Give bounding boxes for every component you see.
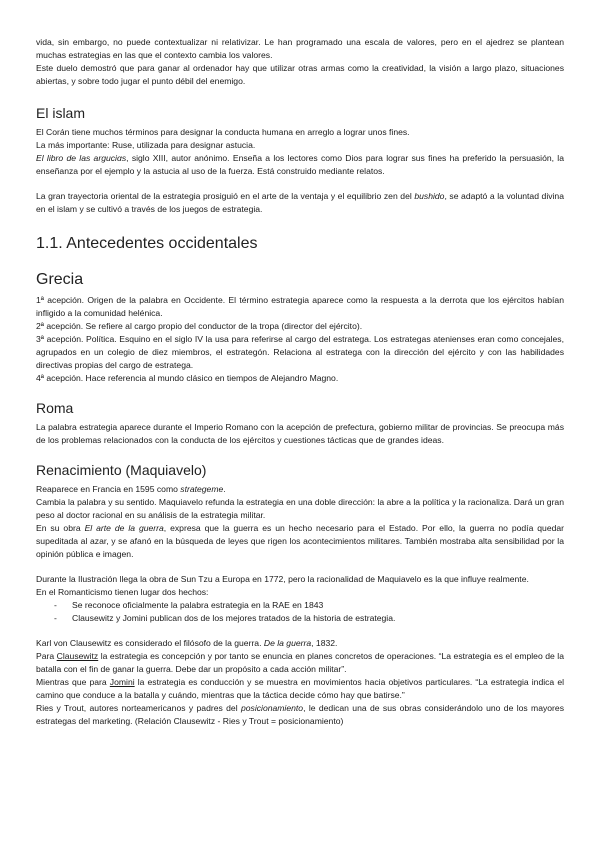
ren-p9-b: , le dedican una de sus obras considerándolo uno de los mayores estrategas del marketing. (Relación Clausewitz - Ries y Trout = posicionamiento): [36, 703, 564, 726]
section-title-islam: El islam: [36, 105, 86, 121]
renacimiento-paragraph-1: [36, 483, 564, 496]
grecia-acepcion-1: 1ª acepción. Origen de la palabra en Occidente. El término estrategia aparece como la respuesta a la derrota que los ejércitos habían infligido a la comunidad helénica.: [36, 295, 564, 318]
section-title-renacimiento: Renacimiento (Maquiavelo): [36, 462, 207, 478]
roma-paragraph-1: La palabra estrategia aparece durante el Imperio Romano con la acepción de prefectura, gobierno militar de provincias. Se preocupa más de los problemas relacionados con la conducta de los ejércitos y cuestiones tácticas que de grandes ideas.: [36, 422, 564, 445]
ren-p8-b: la estrategia es conducción y se muestra en movimientos hacia objetivos particulares. “La estrategia indica el camino que conduce a la batalla y cuándo, mientras que la táctica decide cómo hay que batirse.”: [36, 677, 565, 700]
section-title-roma: Roma: [36, 400, 74, 416]
renacimiento-paragraph-8: [36, 676, 564, 702]
renacimiento-paragraph-7: [36, 650, 564, 676]
ren-p3-a: En su obra: [36, 523, 85, 533]
list-item: - Clausewitz y Jomini publican dos de los mejores tratados de la historia de estrategia.: [72, 612, 564, 625]
de-la-guerra-title: De la guerra: [263, 638, 312, 648]
strategeme-term: strategeme: [180, 484, 224, 494]
intro-paragraph-2: Este duelo demostró que para ganar al ordenador hay que utilizar otras armas como la creatividad, la visión a largo plazo, situaciones abiertas, y sobre todo jugar el punto débil del enemigo.: [36, 63, 564, 86]
section-title-grecia: Grecia: [36, 271, 84, 288]
document-page: [36, 36, 564, 728]
ren-p1-a: Reaparece en Francia en 1595 como: [36, 484, 181, 494]
islam-paragraph-3: [36, 152, 564, 178]
islam-paragraph-3-text: , siglo XIII, autor anónimo. Enseña a los lectores como Dios para lograr sus fines ha preferido la persuasión, la enseñanza por el ejemplo y la astucia al uso de la fuerza. Está construido mediante relatos.: [36, 153, 564, 176]
islam-p4-b: , se adaptó a la voluntad divina en el islam y se cultivó a través de los juegos de estrategia.: [36, 191, 564, 214]
romanticismo-list: [36, 599, 564, 625]
ren-p6-a: Karl von Clausewitz es considerado el filósofo de la guerra.: [36, 638, 264, 648]
book-title: El libro de las arguciαs: [36, 153, 127, 163]
ren-p8-a: Mientras que para: [36, 677, 110, 687]
bushido-term: bushido: [414, 191, 445, 201]
renacimiento-paragraph-9: [36, 702, 564, 728]
ren-p1-b: .: [223, 484, 226, 494]
renacimiento-paragraph-5: En el Romanticismo tienen lugar dos hechos:: [36, 587, 209, 597]
grecia-acepcion-3: 3ª acepción. Política. Esquino en el siglo IV la usa para referirse al cargo del estratega. Los estrategas atenienses eran como concejales, agrupados en un colegio de diez miembros, el estrategón. Relaciona al estratega con la dirección del ejército y con las habilidades directivas propias del cargo de estratega.: [36, 334, 564, 370]
posicionamiento-term: posicionamiento: [240, 703, 304, 713]
section-title-occidental: 1.1. Antecedentes occidentales: [36, 235, 258, 252]
ren-p6-b: , 1832.: [311, 638, 338, 648]
ren-p9-a: Ries y Trout, autores norteamericanos y padres del: [36, 703, 241, 713]
grecia-acepcion-4: 4ª acepción. Hace referencia al mundo clásico en tiempos de Alejandro Magno.: [36, 373, 339, 383]
arte-guerra-title: El arte de la guerra: [84, 523, 164, 533]
renacimiento-paragraph-3: [36, 522, 564, 561]
islam-paragraph-2: La más importante: Ruse, utilizada para designar astucia.: [36, 140, 256, 150]
ren-p7-a: Para: [36, 651, 57, 661]
islam-p4-a: La gran trayectoria oriental de la estrategia prosiguió en el arte de la ventaja y el equilibrio zen del: [36, 191, 415, 201]
ren-p7-b: la estrategia es concepción y por tanto se enuncia en planes concretos de operaciones. “La estrategia es el empleo de la batalla con el fin de ganar la guerra. Debe dar un propósito a cada acción militar”.: [36, 651, 564, 674]
clausewitz-link: Clausewitz: [56, 651, 99, 661]
jomini-link: Jomini: [109, 677, 135, 687]
islam-paragraph-4: [36, 190, 564, 216]
ren-p3-b: , expresa que la guerra es un hecho necesario para el Estado. Por ello, la guerra no podía quedar supeditada al azar, y se afanó en la búsqueda de leyes que rigen los acontecimientos militares. También mostraba alta sensibilidad por la opinión pública e imagen.: [36, 523, 565, 559]
list-item: - Se reconoce oficialmente la palabra estrategia en la RAE en 1843: [72, 599, 564, 612]
islam-paragraph-1: El Corán tiene muchos términos para designar la conducta humana en arreglo a lograr unos fines.: [36, 127, 410, 137]
renacimiento-paragraph-4: Durante la Ilustración llega la obra de Sun Tzu a Europa en 1772, pero la racionalidad de Maquiavelo es la que influye realmente.: [36, 574, 529, 584]
grecia-acepcion-2: 2ª acepción. Se refiere al cargo propio del conductor de la tropa (director del ejército).: [36, 321, 363, 331]
renacimiento-paragraph-6: [36, 637, 564, 650]
intro-paragraph-1: vida, sin embargo, no puede contextualizar ni relativizar. Le han programado una escala de valores, pero en el ajedrez se plantean muchas estrategias en las que el contexto cambia los valores.: [36, 37, 564, 60]
renacimiento-paragraph-2: Cambia la palabra y su sentido. Maquiavelo refunda la estrategia en una doble dirección: la abre a la política y la racionaliza. Dará un gran peso al doctor racional en su análisis de la estrategia militar.: [36, 497, 564, 520]
